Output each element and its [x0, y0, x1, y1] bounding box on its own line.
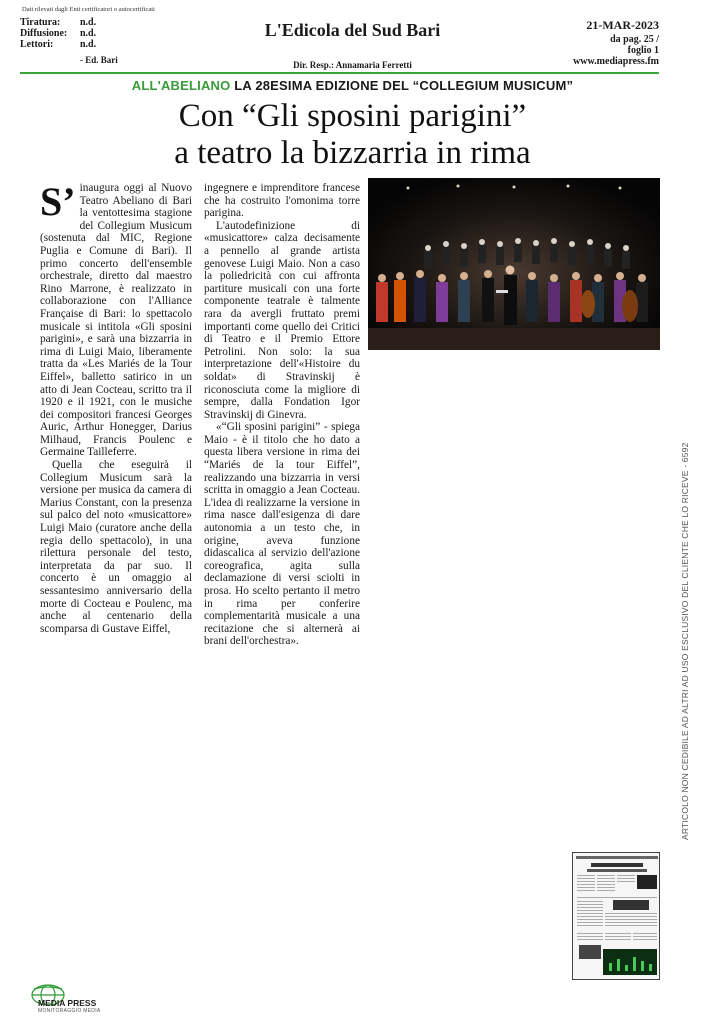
certification-note: Dati rilevati dagli Enti certificatori o autocertificati — [22, 6, 155, 13]
newspaper-title: L'Edicola del Sud Bari — [264, 20, 441, 40]
article-column-2 — [204, 182, 360, 648]
director-line: Dir. Resp.: Annamaria Ferretti — [293, 60, 412, 70]
article-kicker — [0, 78, 705, 93]
orchestra-photo-illustration — [368, 178, 660, 350]
paragraph: «“Gli sposini parigini” - spiega Maio - è il titolo che ho dato a questa libera versione in rima dei “Mariés de la tour Eiffel”, realizzando una bizzarria in versi scritta in omaggio a Jean Cocteau. L'idea di realizzarne la versione in rima nasce dall'esigenza di dare autonomia a un testo che, in origine, aveva funzione didascalica al servizio dell'azione coreografica, agita sulla declamazione di versi sciolti in prosa. Ho scelto pertanto il metro in rima per conferire complementarità musicale a una recitazione che si alternerà ai brani dell'orchestra». — [204, 421, 360, 648]
publication-date: 21-MAR-2023 — [586, 18, 659, 32]
rights-notice: ARTICOLO NON CEDIBILE AD ALTRI AD USO ESCLUSIVO DEL CLIENTE CHE LO RICEVE - 6592 — [680, 442, 690, 840]
kicker-text: LA 28ESIMA EDIZIONE DEL “COLLEGIUM MUSICUM” — [234, 78, 574, 93]
kicker-venue: ALL'ABELIANO — [131, 78, 231, 93]
stat-tiratura: Tiratura: n.d. — [20, 17, 97, 28]
orchestra-photo — [368, 178, 660, 350]
article-column-1 — [40, 179, 192, 635]
page-thumbnail[interactable] — [572, 852, 660, 980]
logo-subtitle: MONITORAGGIO MEDIA — [38, 1008, 101, 1014]
stat-lettori: Lettori: n.d. — [20, 39, 97, 50]
headline-line-1: Con “Gli sposini parigini” — [178, 98, 527, 134]
article-headline — [0, 98, 705, 172]
sheet-number: foglio 1 — [627, 45, 659, 56]
paragraph: L'autodefinizione di «musicattore» calza decisamente a pennello al grande artista genovese Luigi Maio. Non a caso la poliedricità con cui affronta partiture musicali con una forte componente teatrale è talmente rara da avergli fruttato premi importanti come quello dei Critici di Teatro e il Premio Ettore Petrolini. Non solo: la sua interpretazione dell'«Histoire du soldat» di Stravinskij è riconosciuta come la migliore di sempre, dalla Fondation Igor Stravinskij di Ginevra. — [204, 219, 360, 421]
headline-line-2: a teatro la bizzarria in rima — [174, 135, 531, 171]
website: www.mediapress.fm — [573, 56, 659, 67]
header-divider — [20, 72, 659, 74]
drop-cap: S’ — [40, 179, 76, 224]
paragraph: inaugura oggi al Nuovo Teatro Abeliano di Bari la ventottesima stagione del Collegium Musicum (sostenuta dal MIC, Regione Puglia e Comune di Bari). Il primo concerto dell'ensemble orchestrale, diretto dal maestro Rino Marrone, è realizzato in collaborazione con l'Alliance Française di Bari: lo spettacolo musicale si intitola «Gli sposini parigini», e sarà una bizzarria in rima di Luigi Maio, liberamente tratta da «Les Mariés de la Tour Eiffel», balletto satirico in un atto di Jean Cocteau, scritto tra il 1920 e il 1921, con le musiche dei compositori francesi Georges Auric, Arthur Honegger, Darius Milhaud, Francis Poulenc e Germaine Tailleferre. — [40, 182, 192, 459]
page-thumbnail-illustration — [573, 853, 660, 980]
page-number: da pag. 25 / — [610, 34, 659, 45]
media-press-logo — [24, 975, 114, 1020]
stat-diffusione: Diffusione: n.d. — [20, 28, 97, 39]
logo-name: MEDIA PRESS — [38, 998, 97, 1008]
edition-label: - Ed. Bari — [80, 55, 118, 65]
header-meta — [573, 20, 659, 67]
paragraph: Quella che eseguirà il Collegium Musicum sarà la versione per musica da camera di Marius Constant, con la presenza sul palco del noto «musicattore» Luigi Maio (curatore anche della regia dello spettacolo), in una rilettura personale del testo, interpretata da par suo. Il concerto è un omaggio al sessantesimo anniversario della morte di Cocteau e Poulenc, ma anche al centenario della scomparsa di Gustave Eiffel, — [40, 459, 192, 635]
paragraph: ingegnere e imprenditore francese che ha costruito l'omonima torre parigina. — [204, 182, 360, 220]
